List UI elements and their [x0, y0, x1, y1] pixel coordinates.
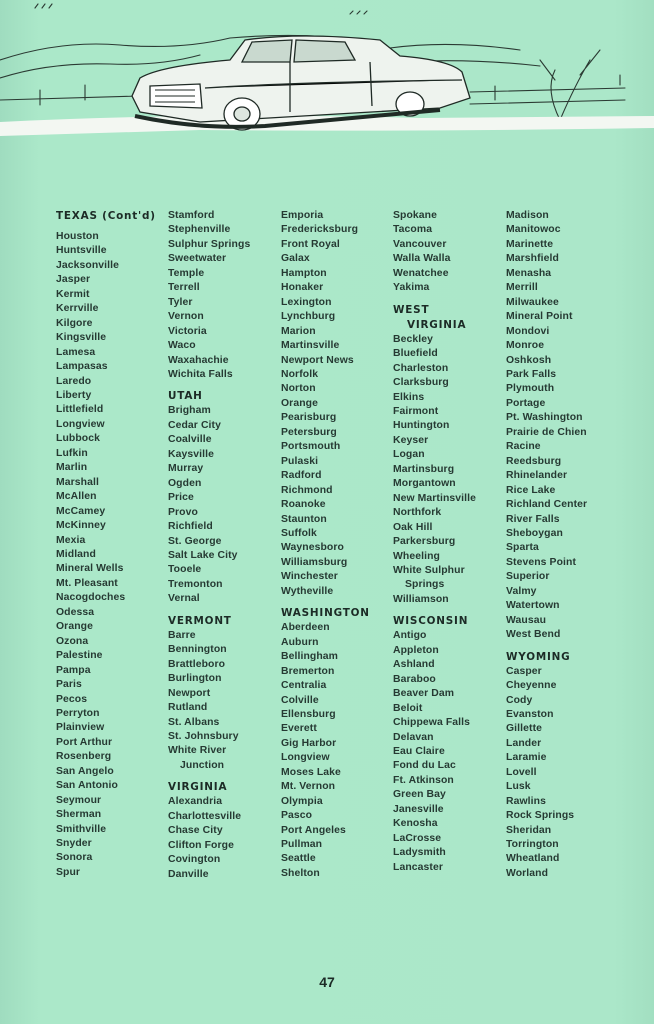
city-name: Kaysville [168, 448, 214, 460]
city-name: Smithville [56, 823, 107, 835]
city-name: Alexandria [168, 796, 223, 808]
city-name: Honaker [281, 282, 324, 294]
city-name: Vancouver [393, 238, 447, 250]
city-name: Waxahachie [168, 354, 229, 366]
city-name: Colville [281, 694, 319, 706]
city-name: Everett [281, 723, 317, 735]
city-name: Morgantown [393, 478, 456, 490]
city-name: Mt. Vernon [281, 781, 336, 793]
city-name: Brattleboro [168, 658, 226, 670]
city-name: Gillette [506, 723, 543, 735]
city-name: Junction [180, 759, 225, 771]
city-name: Wytheville [281, 585, 334, 597]
column-1 [56, 209, 156, 880]
city-name: Reedsburg [506, 455, 562, 467]
city-name: Kingsville [56, 332, 107, 344]
city-name: Tacoma [393, 224, 433, 236]
city-name: St. Johnsbury [168, 730, 239, 742]
city-name: Waynesboro [281, 542, 344, 554]
city-name: Ladysmith [393, 847, 446, 859]
city-name: Centralia [281, 680, 327, 692]
city-name: Liberty [56, 389, 92, 401]
state-heading: VIRGINIA [168, 781, 228, 794]
city-name: Rosenberg [56, 751, 112, 763]
city-name: St. George [168, 535, 222, 547]
city-name: Tooele [168, 564, 202, 576]
state-heading: WASHINGTON [281, 607, 370, 620]
city-name: Sherman [56, 809, 102, 821]
city-name: Laramie [506, 752, 547, 764]
city-name: Newport [168, 687, 211, 699]
column-2 [168, 209, 250, 882]
city-name: Richmond [281, 484, 333, 496]
city-name: Logan [393, 449, 425, 461]
city-name: Lovell [506, 766, 537, 778]
city-name: Fredericksburg [281, 224, 359, 236]
city-name: Danville [168, 868, 209, 880]
city-name: Marinette [506, 238, 554, 250]
column-5 [506, 209, 587, 881]
city-name: Mineral Wells [56, 563, 124, 575]
city-name: Nacogdoches [56, 592, 126, 604]
city-name: Staunton [281, 513, 327, 525]
city-name: Stephenville [168, 224, 231, 236]
city-name: Port Angeles [281, 824, 346, 836]
city-name: Odessa [56, 606, 95, 618]
city-name: Longview [281, 752, 330, 764]
city-name: McCamey [56, 505, 106, 517]
city-name: Aberdeen [281, 622, 330, 634]
city-name: Parkersburg [393, 536, 456, 548]
city-name: Plymouth [506, 383, 555, 395]
city-name: Moses Lake [281, 766, 341, 778]
city-name: Jasper [56, 274, 91, 286]
city-name: Winchester [281, 571, 338, 583]
city-name: Marlin [56, 462, 88, 474]
city-name: Pearisburg [281, 412, 337, 424]
city-name: Evanston [506, 708, 554, 720]
city-name: Wheeling [393, 550, 440, 562]
city-name: Sweetwater [168, 253, 227, 265]
city-name: Beckley [393, 333, 433, 345]
city-name: Wausau [506, 614, 547, 626]
car [132, 36, 470, 130]
city-name: Hampton [281, 267, 327, 279]
city-name: Petersburg [281, 426, 337, 438]
city-name: Kermit [56, 288, 90, 300]
city-name: Worland [506, 867, 549, 879]
city-name: Fairmont [393, 405, 439, 417]
city-name: Spur [56, 866, 81, 878]
city-name: Pampa [56, 664, 91, 676]
city-name: Bennington [168, 644, 227, 656]
column-4 [393, 209, 476, 875]
city-name: Barre [168, 629, 196, 641]
city-name: San Angelo [56, 765, 114, 777]
city-name: Salt Lake City [168, 549, 238, 561]
city-name: Ogden [168, 477, 202, 489]
city-name: Superior [506, 571, 550, 583]
city-name: Marshall [56, 476, 99, 488]
city-name: Wichita Falls [168, 368, 233, 380]
city-name: Bellingham [281, 651, 339, 663]
city-name: Norfolk [281, 368, 319, 380]
city-name: Lynchburg [281, 311, 336, 323]
city-name: Prairie de Chien [506, 426, 587, 438]
city-name: Lufkin [56, 447, 88, 459]
city-name: Orange [281, 397, 318, 409]
city-name: Lancaster [393, 861, 443, 873]
city-name: Portage [506, 397, 546, 409]
city-name: Springs [405, 579, 445, 591]
city-name: Green Bay [393, 789, 446, 801]
city-name: Sheridan [506, 824, 552, 836]
city-name: Lampasas [56, 361, 108, 373]
city-name: Midland [56, 548, 96, 560]
city-name: Galax [281, 253, 310, 265]
city-name: Lander [506, 737, 542, 749]
city-name: Temple [168, 267, 205, 279]
city-name: Antigo [393, 630, 427, 642]
city-name: Williamsburg [281, 556, 348, 568]
city-name: West Bend [506, 629, 561, 641]
city-name: Martinsville [281, 340, 340, 352]
city-name: Sparta [506, 542, 539, 554]
state-heading: TEXAS (Cont'd) [56, 210, 156, 222]
city-name: Oshkosh [506, 354, 552, 366]
city-name: Brigham [168, 405, 211, 417]
city-name: Wheatland [506, 853, 560, 865]
city-name: Torrington [506, 839, 559, 851]
city-name: Waco [168, 340, 196, 352]
city-name: Vernon [168, 311, 204, 323]
city-name: Front Royal [281, 238, 340, 250]
city-name: Radford [281, 470, 322, 482]
city-name: White River [168, 745, 227, 757]
city-name: Ellensburg [281, 708, 336, 720]
city-name: Palestine [56, 650, 103, 662]
city-name: Marion [281, 325, 316, 337]
city-name: Kerrville [56, 303, 99, 315]
city-name: Spokane [393, 210, 438, 221]
city-name: Oak Hill [393, 521, 433, 533]
city-name: Racine [506, 441, 541, 453]
city-name: Orange [56, 621, 93, 633]
state-heading: WYOMING [506, 650, 571, 663]
city-name: Kenosha [393, 818, 438, 830]
car-landscape-illustration [0, 0, 654, 160]
city-name: Casper [506, 665, 542, 677]
city-name: Pulaski [281, 455, 319, 467]
city-name: Richfield [168, 521, 213, 533]
city-name: Chippewa Falls [393, 717, 471, 729]
city-name: St. Albans [168, 716, 220, 728]
city-name: Seattle [281, 853, 316, 865]
city-name: Northfork [393, 507, 442, 519]
city-name: Bluefield [393, 348, 438, 360]
city-name: Huntsville [56, 245, 107, 257]
city-name: Park Falls [506, 368, 557, 380]
city-name: Laredo [56, 375, 92, 387]
city-name: Coalville [168, 434, 212, 446]
city-name: Chase City [168, 825, 223, 837]
city-name: San Antonio [56, 780, 118, 792]
city-name: Lexington [281, 296, 332, 308]
city-name: Mondovi [506, 325, 550, 337]
page-number: 47 [319, 974, 335, 990]
city-name: Tyler [168, 296, 193, 308]
city-name: Norton [281, 383, 316, 395]
city-name: Charleston [393, 362, 449, 374]
city-name: Pasco [281, 810, 313, 822]
state-heading: WEST [393, 303, 430, 316]
city-name: Rhinelander [506, 470, 568, 482]
city-name: Pecos [56, 693, 88, 705]
city-name: Ft. Atkinson [393, 774, 454, 786]
city-name: Victoria [168, 325, 207, 337]
city-name: Huntington [393, 420, 450, 432]
city-name: Pt. Washington [506, 412, 583, 424]
city-name: Beloit [393, 702, 423, 714]
city-name: Beaver Dam [393, 688, 455, 700]
city-name: Wenatchee [393, 267, 449, 279]
state-heading: VERMONT [168, 614, 232, 627]
city-name: Kilgore [56, 317, 93, 329]
city-name: Stevens Point [506, 556, 577, 568]
city-name: Martinsburg [393, 463, 455, 475]
city-name: Seymour [56, 794, 102, 806]
city-name: Mineral Point [506, 311, 573, 323]
city-name: Shelton [281, 867, 320, 879]
city-name: Delavan [393, 731, 434, 743]
city-name: Mt. Pleasant [56, 577, 118, 589]
city-name: Murray [168, 463, 204, 475]
city-name: Mexia [56, 534, 86, 546]
city-name: Paris [56, 679, 82, 691]
city-name: Manitowoc [506, 224, 561, 236]
city-name: Rock Springs [506, 810, 575, 822]
city-name: Sonora [56, 852, 93, 864]
state-heading: UTAH [168, 390, 203, 403]
city-name: Sheboygan [506, 527, 563, 539]
city-name: Bremerton [281, 665, 335, 677]
city-name: Richland Center [506, 499, 588, 511]
city-name: River Falls [506, 513, 560, 525]
city-name: Provo [168, 506, 198, 518]
city-name: Yakima [393, 282, 430, 294]
city-name: Watertown [506, 600, 560, 612]
city-name: Olympia [281, 795, 323, 807]
city-name: Snyder [56, 838, 92, 850]
city-name: Janesville [393, 803, 444, 815]
state-heading: VIRGINIA [407, 318, 467, 331]
city-name: Walla Walla [393, 253, 451, 265]
city-name: Pullman [281, 839, 323, 851]
city-name: Marshfield [506, 253, 559, 265]
city-name: Roanoke [281, 499, 326, 511]
city-name: Rutland [168, 702, 208, 714]
city-name: Ashland [393, 659, 435, 671]
city-name: Suffolk [281, 527, 317, 539]
city-name: Monroe [506, 340, 545, 352]
column-3 [281, 209, 370, 881]
city-name: Elkins [393, 391, 425, 403]
city-name: Sulphur Springs [168, 238, 251, 250]
city-name: Gig Harbor [281, 737, 337, 749]
city-name: Cedar City [168, 419, 221, 431]
city-name: Cheyenne [506, 680, 557, 692]
city-name: Port Arthur [56, 736, 113, 748]
city-name: Portsmouth [281, 441, 341, 453]
city-name: Emporia [281, 210, 324, 221]
city-name: White Sulphur [393, 564, 465, 576]
city-name: Menasha [506, 267, 552, 279]
city-name: Appleton [393, 644, 439, 656]
city-name: Perryton [56, 707, 100, 719]
city-name: Auburn [281, 636, 319, 648]
city-name: Baraboo [393, 673, 436, 685]
city-name: Lusk [506, 781, 531, 793]
city-name: Jacksonville [56, 259, 120, 271]
city-name: Rawlins [506, 795, 546, 807]
city-name: McAllen [56, 491, 97, 503]
city-name: Ozona [56, 635, 89, 647]
city-name: Fond du Lac [393, 760, 456, 772]
city-name: Clarksburg [393, 377, 449, 389]
city-name: Charlottesville [168, 810, 242, 822]
city-name: Price [168, 492, 194, 504]
city-name: McKinney [56, 520, 106, 532]
city-name: Stamford [168, 210, 215, 221]
city-name: Plainview [56, 722, 105, 734]
state-heading: WISCONSIN [393, 615, 469, 628]
city-name: Clifton Forge [168, 839, 234, 851]
city-name: Terrell [168, 282, 200, 294]
city-name: Lamesa [56, 346, 96, 358]
city-name: Houston [56, 231, 99, 242]
city-name: Covington [168, 854, 221, 866]
city-name: Cody [506, 694, 533, 706]
city-name: Littlefield [56, 404, 104, 416]
city-name: Newport News [281, 354, 354, 366]
city-name: Longview [56, 418, 105, 430]
city-name: Milwaukee [506, 296, 559, 308]
city-name: Merrill [506, 282, 538, 294]
city-name: Madison [506, 210, 549, 221]
city-name: LaCrosse [393, 832, 442, 844]
city-name: Burlington [168, 673, 222, 685]
city-name: New Martinsville [393, 492, 477, 504]
city-name: Eau Claire [393, 745, 445, 757]
city-name: Vernal [168, 593, 200, 605]
city-name: Williamson [393, 593, 449, 605]
city-name: Keyser [393, 434, 429, 446]
city-name: Tremonton [168, 578, 223, 590]
city-name: Rice Lake [506, 484, 556, 496]
city-name: Lubbock [56, 433, 100, 445]
city-name: Valmy [506, 585, 537, 597]
